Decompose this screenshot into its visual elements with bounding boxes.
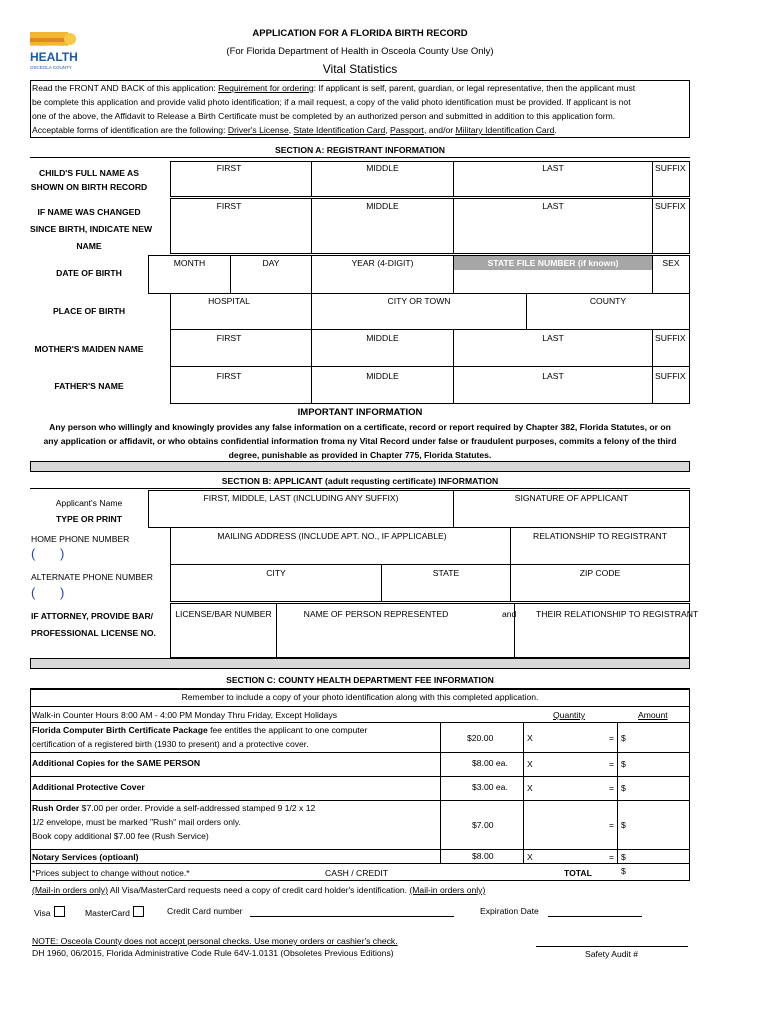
divider	[30, 863, 690, 864]
package-quantity-input[interactable]	[535, 725, 605, 749]
copies-price: $8.00 ea.	[472, 758, 508, 768]
middle-label: MIDDLE	[366, 371, 399, 381]
middle-label: MIDDLE	[366, 201, 399, 211]
rush-price: $7.00	[472, 820, 494, 830]
home-phone-paren-open: (	[31, 546, 36, 561]
alt-phone-label: ALTERNATE PHONE NUMBER	[31, 572, 153, 582]
safety-audit-label: Safety Audit #	[585, 949, 639, 959]
sex-label: SEX	[662, 258, 680, 268]
rush-quantity-input[interactable]	[527, 805, 615, 845]
equals-symbol: =	[609, 783, 615, 793]
divider	[523, 722, 524, 863]
rush-text-2: 1/2 envelope, must be marked "Rush" mail orders only.	[32, 817, 241, 827]
logo-sub-text: OSCEOLA COUNTY	[30, 65, 72, 70]
reminder-text: Remember to include a copy of your photo identification along with this completed application.	[181, 692, 539, 702]
year-label: YEAR (4-DIGIT)	[351, 258, 414, 268]
middle-label: MIDDLE	[366, 333, 399, 343]
attorney-label: IF ATTORNEY, PROVIDE BAR/ PROFESSIONAL LICENSE NO.	[31, 611, 156, 638]
equals-symbol: =	[609, 759, 615, 769]
first-label: FIRST	[216, 371, 242, 381]
city-label: CITY	[266, 568, 286, 578]
alt-phone-paren-close: )	[60, 585, 65, 600]
intro-line-3: one of the above, the Affidavit to Release a Birth Certificate must be completed by an authorized person and submitted in addition to this application form.	[32, 111, 616, 121]
divider	[30, 157, 690, 158]
times-symbol: X	[527, 783, 533, 793]
mastercard-checkbox[interactable]	[133, 906, 144, 917]
important-line-2: any application or affidavit, or who obtains confidential information froma ny Vital Record under false or fraudulent purposes, commits a felony of the third	[43, 436, 677, 446]
dob-label: DATE OF BIRTH	[56, 268, 122, 278]
copies-quantity-input[interactable]	[535, 754, 605, 774]
equals-symbol: =	[609, 733, 615, 743]
cover-quantity-input[interactable]	[535, 778, 605, 798]
last-label: LAST	[542, 201, 564, 211]
expiration-input[interactable]	[548, 916, 642, 917]
mail-in-note: (Mail-in orders only) All Visa/MasterCard requests need a copy of credit card holder's identification. (Mail-in orders only)	[32, 885, 486, 895]
mother-label: MOTHER'S MAIDEN NAME	[34, 344, 144, 354]
cover-price: $3.00 ea.	[472, 782, 508, 792]
times-symbol: X	[527, 759, 533, 769]
name-header-label: FIRST, MIDDLE, LAST (INCLUDING ANY SUFFIX)	[203, 493, 399, 503]
section-name: Vital Statistics	[322, 62, 398, 76]
logo-main-text: HEALTH	[30, 50, 78, 64]
hours-text: Walk-in Counter Hours 8:00 AM - 4:00 PM Monday Thru Friday, Except Holidays	[32, 710, 338, 720]
intro-line-1: Read the FRONT AND BACK of this application: Requirement for ordering: If applicant is self, parent, guardian, or legal representative, then the applicant must	[32, 83, 636, 93]
notary-quantity-input[interactable]	[535, 851, 605, 862]
visa-checkbox[interactable]	[54, 906, 65, 917]
divider	[30, 706, 690, 707]
quantity-header: Quantity	[553, 710, 586, 720]
times-symbol: X	[527, 733, 533, 743]
first-label: FIRST	[216, 333, 242, 343]
first-label: FIRST	[216, 163, 242, 173]
safety-audit-line[interactable]	[536, 946, 688, 947]
alt-phone-paren-open: (	[31, 585, 36, 600]
section-b-title: SECTION B: APPLICANT (adult requsting certificate) INFORMATION	[221, 476, 499, 486]
divider	[30, 752, 690, 753]
alt-phone-input[interactable]	[70, 587, 168, 601]
divider	[30, 849, 690, 850]
zip-label: ZIP CODE	[579, 568, 621, 578]
package-price: $20.00	[467, 733, 494, 743]
divider	[617, 722, 618, 863]
suffix-label: SUFFIX	[655, 333, 686, 343]
important-line-3: degree, punishable as provided in Chapter 775, Florida Statutes.	[228, 450, 492, 460]
dollar-symbol: $	[621, 733, 626, 743]
father-label: FATHER'S NAME	[54, 381, 124, 391]
month-label: MONTH	[173, 258, 206, 268]
page-title: APPLICATION FOR A FLORIDA BIRTH RECORD	[252, 28, 468, 39]
home-phone-label: HOME PHONE NUMBER	[31, 534, 130, 544]
divider	[30, 722, 690, 723]
intro-line-4: Acceptable forms of identification are the following: Driver's License, State Identification Card, Passport, and/or Military Identification Card.	[32, 125, 557, 135]
home-phone-paren-close: )	[60, 546, 65, 561]
mastercard-label: MasterCard	[85, 906, 144, 919]
middle-label: MIDDLE	[366, 163, 399, 173]
divider	[30, 776, 690, 777]
last-label: LAST	[542, 371, 564, 381]
section-a-title: SECTION A: REGISTRANT INFORMATION	[275, 145, 445, 155]
section-a-gray-bar	[30, 461, 690, 472]
suffix-label: SUFFIX	[655, 371, 686, 381]
divider	[30, 800, 690, 801]
city-town-label: CITY OR TOWN	[387, 296, 451, 306]
home-phone-input[interactable]	[70, 548, 168, 562]
package-text: Florida Computer Birth Certificate Package fee entitles the applicant to one computer	[32, 725, 368, 735]
important-title: IMPORTANT INFORMATION	[297, 407, 423, 418]
section-c-title: SECTION C: COUNTY HEALTH DEPARTMENT FEE INFORMATION	[226, 675, 494, 685]
represented-label: NAME OF PERSON REPRESENTED	[303, 609, 449, 619]
dollar-symbol: $	[621, 759, 626, 769]
name-changed-label: IF NAME WAS CHANGED SINCE BIRTH, INDICATE NEW NAME	[30, 207, 153, 251]
prices-note: *Prices subject to change without notice.*	[32, 868, 190, 878]
dollar-symbol: $	[621, 852, 626, 862]
day-label: DAY	[262, 258, 280, 268]
page-subtitle: (For Florida Department of Health in Osceola County Use Only)	[226, 46, 494, 57]
visa-label: Visa	[34, 906, 65, 919]
relationship-label: RELATIONSHIP TO REGISTRANT	[532, 531, 668, 541]
copies-text: Additional Copies for the SAME PERSON	[32, 758, 201, 768]
dollar-symbol: $	[621, 783, 626, 793]
applicant-name-label: Applicant's Name TYPE OR PRINT	[55, 498, 123, 524]
first-label: FIRST	[216, 201, 242, 211]
total-label: TOTAL	[564, 868, 592, 878]
state-label: STATE	[432, 568, 460, 578]
expiration-label: Expiration Date	[480, 906, 539, 916]
form-id: DH 1960, 06/2015, Florida Administrative Code Rule 64V-1.0131 (Obsoletes Previous Editions)	[32, 948, 394, 958]
intro-line-2: be complete this application and provide valid photo identification; if a mail request, a copy of the valid photo identification must be provided. If applicant is not	[32, 97, 631, 107]
suffix-label: SUFFIX	[655, 201, 686, 211]
rush-text: Rush Order $7.00 per order. Provide a self-addressed stamped 9 1/2 x 12	[32, 803, 316, 813]
last-label: LAST	[542, 163, 564, 173]
child-name-label: CHILD'S FULL NAME AS SHOWN ON BIRTH RECORD	[30, 168, 148, 192]
divider	[30, 488, 690, 489]
cc-number-label: Credit Card number	[167, 906, 243, 916]
signature-label: SIGNATURE OF APPLICANT	[514, 493, 629, 503]
cash-credit-label: CASH / CREDIT	[325, 868, 389, 878]
dollar-symbol: $	[621, 820, 626, 830]
suffix-label: SUFFIX	[655, 163, 686, 173]
notary-price: $8.00	[472, 851, 494, 861]
county-label: COUNTY	[589, 296, 627, 306]
total-dollar: $	[621, 866, 626, 876]
logo-top-text: FLORIDA DEPARTMENT OF	[28, 44, 68, 48]
cc-number-input[interactable]	[250, 916, 454, 917]
important-line-1: Any person who willingly and knowingly provides any false information on a certificate, record or report required by Chapter 382, Florida Statutes, or on	[49, 422, 671, 432]
rush-text-3: Book copy additional $7.00 fee (Rush Service)	[32, 831, 209, 841]
license-label: LICENSE/BAR NUMBER	[175, 609, 272, 619]
equals-symbol: =	[609, 852, 615, 862]
times-symbol: X	[527, 852, 533, 862]
notary-text: Notary Services (optioanl)	[32, 852, 139, 862]
and-label: and	[502, 609, 517, 619]
state-file-label: STATE FILE NUMBER (if known)	[487, 258, 619, 268]
hospital-label: HOSPITAL	[208, 296, 250, 306]
amount-header: Amount	[638, 710, 668, 720]
last-label: LAST	[542, 333, 564, 343]
section-b-gray-bar	[30, 658, 690, 669]
cover-text: Additional Protective Cover	[32, 782, 145, 792]
footer-note: NOTE: Osceola County does not accept personal checks. Use money orders or cashier's check.	[32, 936, 398, 946]
their-relationship-label: THEIR RELATIONSHIP TO REGISTRANT	[536, 609, 699, 619]
equals-symbol: =	[609, 820, 615, 830]
mailing-address-label: MAILING ADDRESS (INCLUDE APT. NO., IF APPLICABLE)	[217, 531, 447, 541]
pob-label: PLACE OF BIRTH	[52, 306, 126, 316]
divider	[440, 722, 441, 863]
package-text-2: certification of a registered birth (1930 to present) and a protective cover.	[32, 739, 309, 749]
